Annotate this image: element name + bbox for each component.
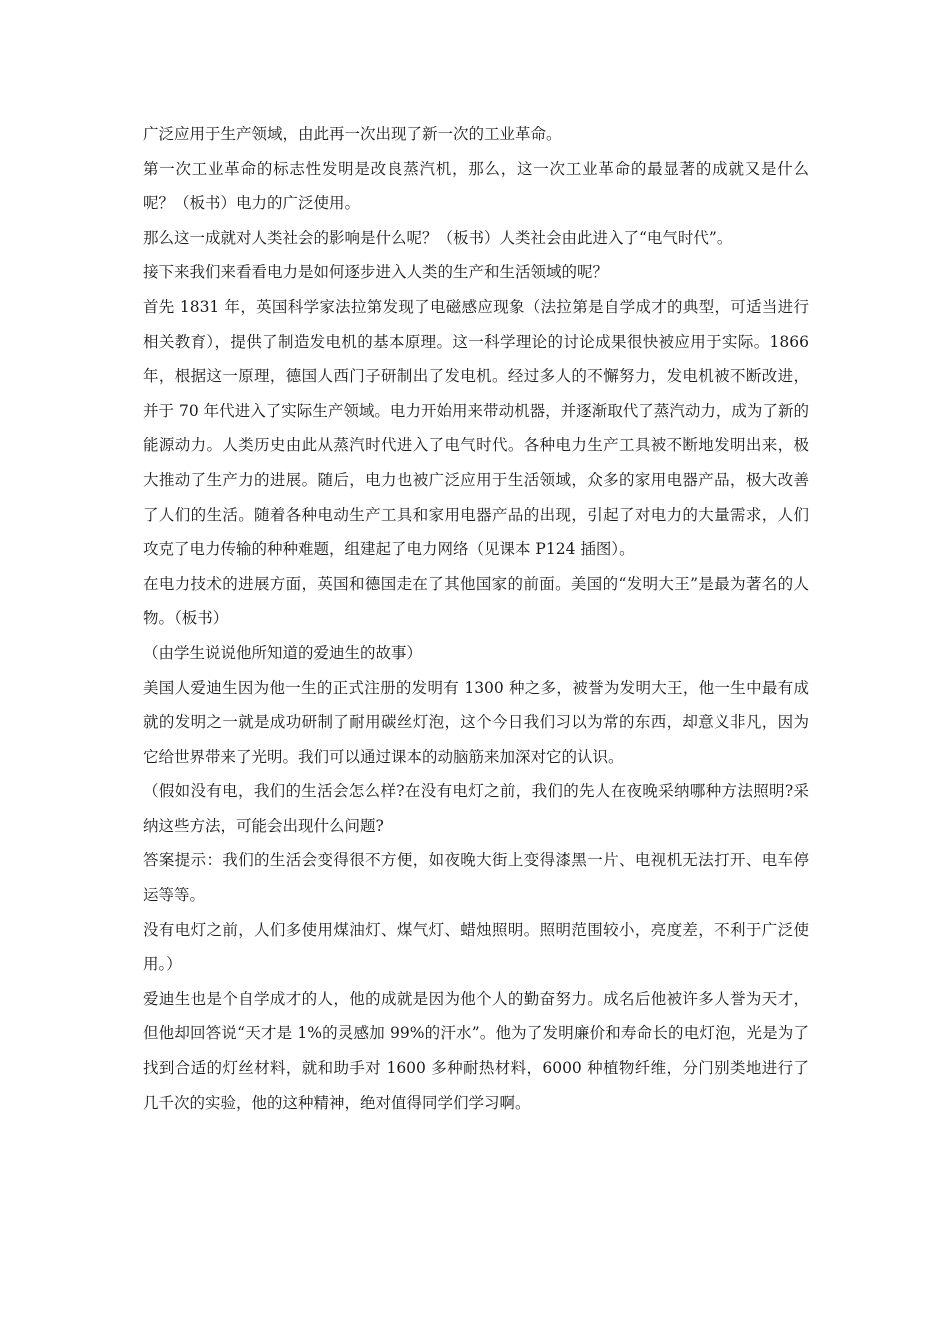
paragraph-2: 第一次工业革命的标志性发明是改良蒸汽机，那么，这一次工业革命的最显著的成就又是什么呢？（板书）电力的广泛使用。 <box>143 159 809 213</box>
paragraph-10: 答案提示：我们的生活会变得很不方便，如夜晚大街上变得漆黑一片、电视机无法打开、电车停运等等。 <box>143 851 809 905</box>
document-body <box>143 117 809 1120</box>
paragraph-5: 首先 1831 年，英国科学家法拉第发现了电磁感应现象（法拉第是自学成才的典型，可适当进行相关教育），提供了制造发电机的基本原理。这一科学理论的讨论成果很快被应用于实际。1866 年，根据这一原理，德国人西门子研制出了发电机。经过多人的不懈努力，发电机被不断改进，并于 70 年代进入了实际生产领域。电力开始用来带动机器，并逐渐取代了蒸汽动力，成为了新的能源动力。人类历史由此从蒸汽时代进入了电气时代。各种电力生产工具被不断地发明出来，极大推动了生产力的进展。随后，电力也被广泛应用于生活领域，众多的家用电器产品，极大改善了人们的生活。随着各种电动生产工具和家用电器产品的出现，引起了对电力的大量需求，人们攻克了电力传输的种种难题，组建起了电力网络（见课本 P124 插图）。 <box>143 297 809 559</box>
paragraph-3: 那么这一成就对人类社会的影响是什么呢？（板书）人类社会由此进入了“电气时代”。 <box>143 228 733 247</box>
paragraph-11: 没有电灯之前，人们多使用煤油灯、煤气灯、蜡烛照明。照明范围较小，亮度差，不利于广泛使用。） <box>143 920 809 974</box>
paragraph-1: 广泛应用于生产领域，由此再一次出现了新一次的工业革命。 <box>143 125 562 143</box>
paragraph-4: 接下来我们来看看电力是如何逐步进入人类的生产和生活领域的呢？ <box>143 263 609 282</box>
paragraph-8: 美国人爱迪生因为他一生的正式注册的发明有 1300 种之多，被誉为发明大王，他一生中最有成就的发明之一就是成功研制了耐用碳丝灯泡，这个今日我们习以为常的东西，却意义非凡，因为它给世界带来了光明。我们可以通过课本的动脑筋来加深对它的认识。 <box>143 678 809 766</box>
paragraph-7: （由学生说说他所知道的爱迪生的故事） <box>143 643 423 662</box>
paragraph-12: 爱迪生也是个自学成才的人，他的成就是因为他个人的勤奋努力。成名后他被许多人誉为天才，但他却回答说“天才是 1%的灵感加 99%的汗水”。他为了发明廉价和寿命长的电灯泡，光是为了找到合适的灯丝材料，就和助手对 1600 多种耐热材料，6000 种植物纤维，分门别类地进行了几千次的实验，他的这种精神，绝对值得同学们学习啊。 <box>143 989 809 1112</box>
paragraph-6: 在电力技术的进展方面，英国和德国走在了其他国家的前面。美国的“发明大王”是最为著名的人物。（板书） <box>143 574 809 628</box>
paragraph-9: （假如没有电，我们的生活会怎么样?在没有电灯之前，我们的先人在夜晚采纳哪种方法照明?采纳这些方法，可能会出现什么问题? <box>143 782 809 835</box>
